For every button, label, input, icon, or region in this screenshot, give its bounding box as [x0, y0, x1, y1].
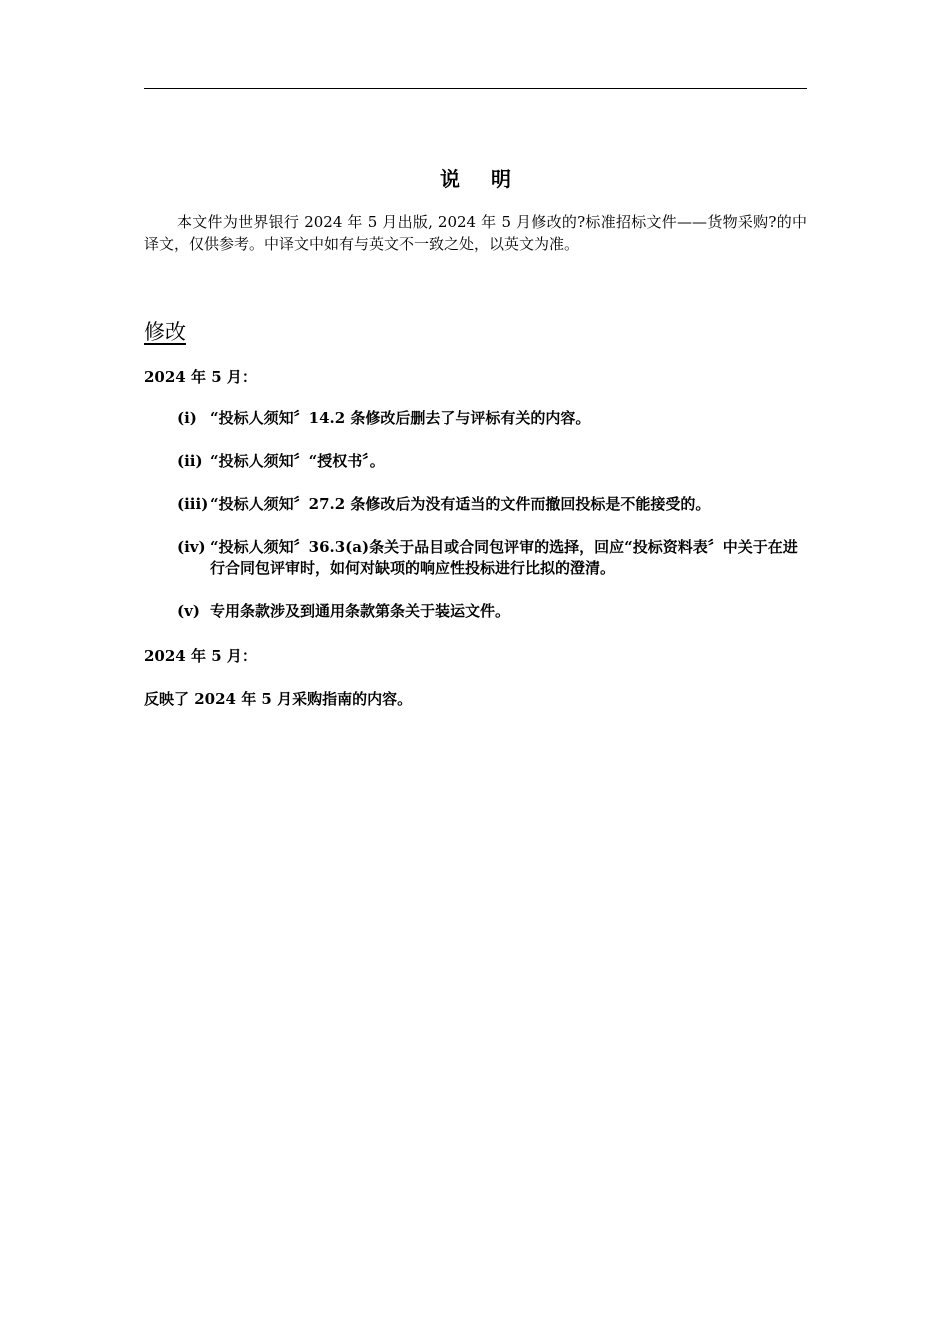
list-item-number: (iv) — [177, 538, 206, 556]
list-item-text: 专用条款涉及到通用条款第条关于装运文件。 — [210, 602, 511, 620]
page-title: 说 明 — [440, 167, 523, 191]
list-item-number: (i) — [177, 409, 197, 427]
list-item — [177, 601, 807, 622]
list-item — [177, 408, 807, 429]
section-heading-revisions: 修改 — [144, 320, 186, 344]
closing-paragraph: 反映了 2024 年 5 月采购指南的内容。 — [144, 690, 413, 708]
list-item-number: (v) — [177, 602, 200, 620]
intro-paragraph: 本文件为世界银行 2024 年 5 月出版, 2024 年 5 月修改的?标准招标文件——货物采购?的中译文，仅供参考。中译文中如有与英文不一致之处，以英文为准。 — [144, 213, 807, 253]
list-item — [177, 451, 807, 472]
list-item-text: “投标人须知〞36.3(a)条关于品目或合同包评审的选择，回应“投标资料表〞中关于在进行合同包评审时，如何对缺项的响应性投标进行比拟的澄清。 — [210, 538, 798, 577]
list-item-number: (iii) — [177, 495, 209, 513]
revision-list — [177, 408, 807, 644]
list-item-text: “投标人须知〞27.2 条修改后为没有适当的文件而撤回投标是不能接受的。 — [210, 495, 711, 513]
list-item — [177, 537, 807, 579]
top-divider — [144, 88, 807, 89]
revision-date-label-2: 2024 年 5 月： — [144, 647, 257, 665]
revision-date-label-1: 2024 年 5 月： — [144, 368, 257, 386]
list-item — [177, 494, 807, 515]
list-item-number: (ii) — [177, 452, 203, 470]
list-item-text: “投标人须知〞“授权书〞。 — [210, 452, 385, 470]
list-item-text: “投标人须知〞14.2 条修改后删去了与评标有关的内容。 — [210, 409, 591, 427]
